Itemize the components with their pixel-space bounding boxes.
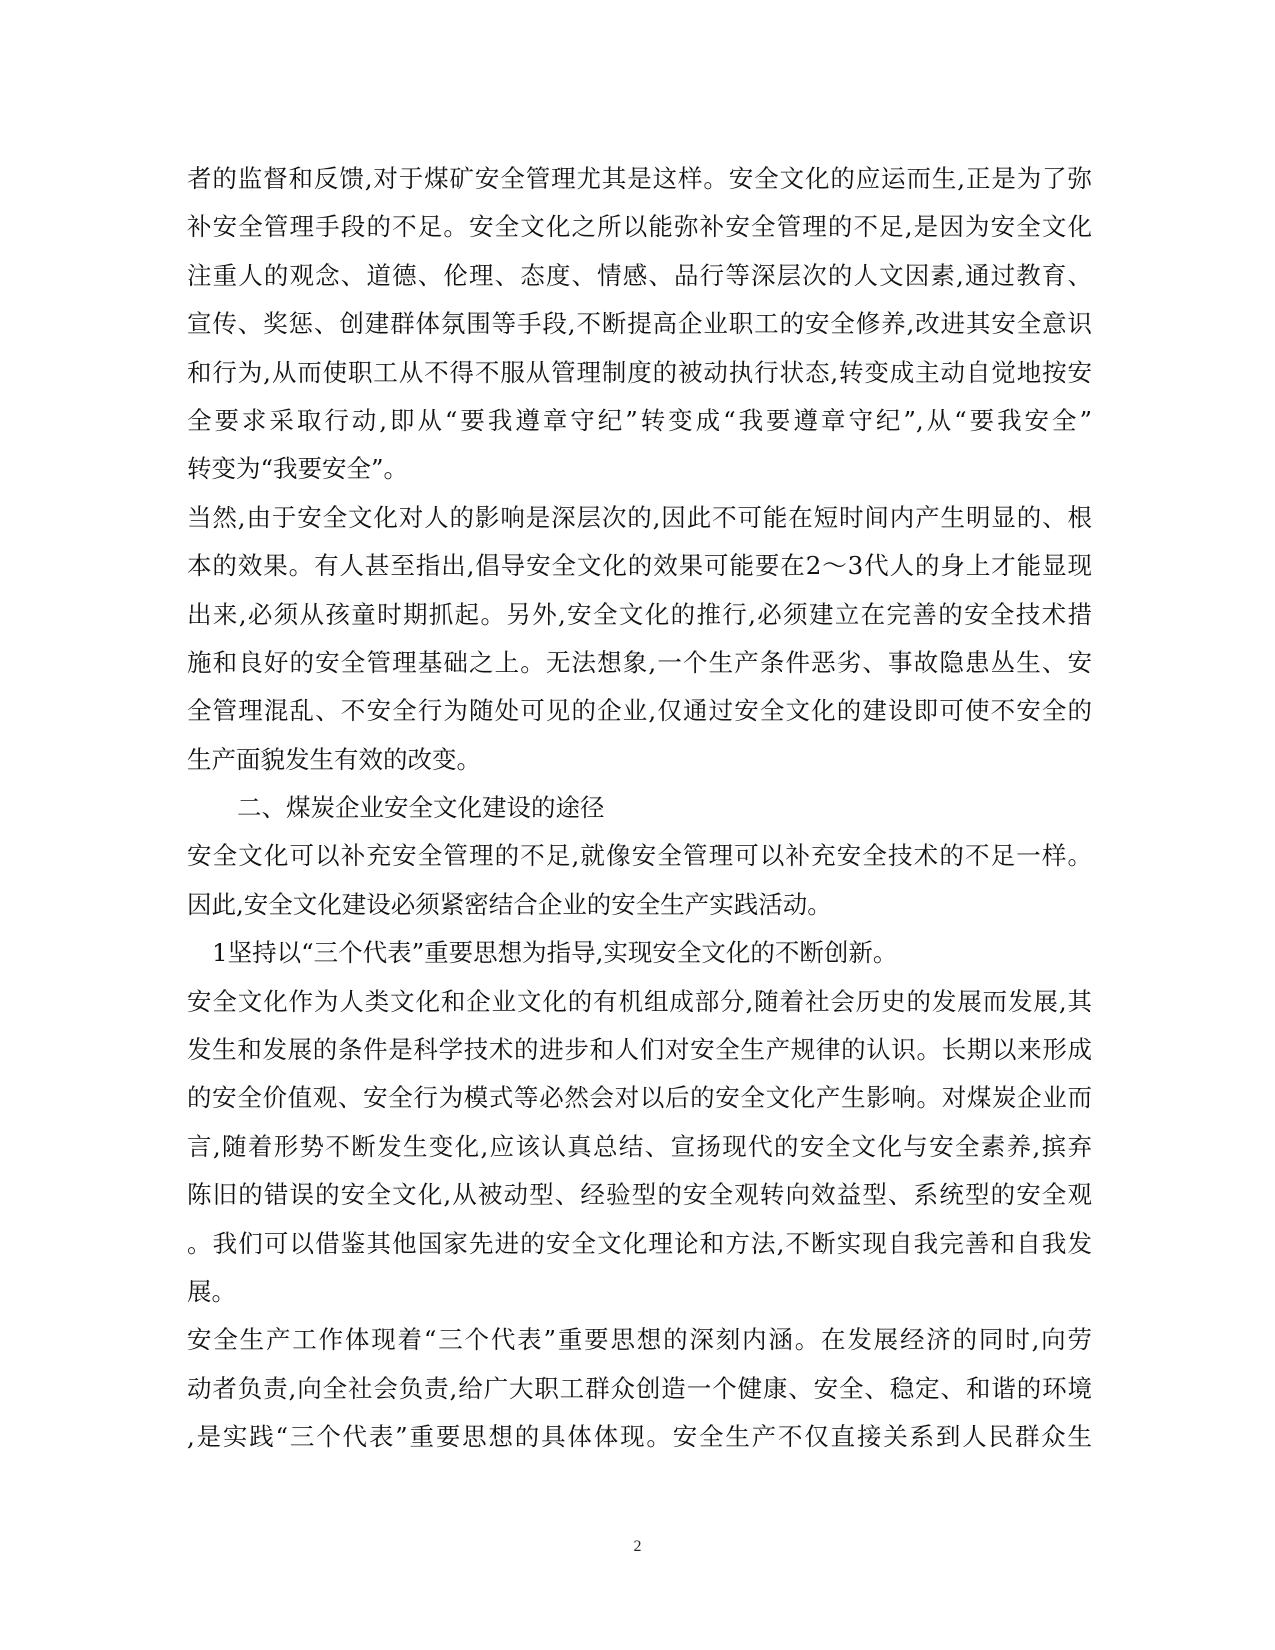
document-body bbox=[187, 155, 1092, 1462]
body-text-line: 安全生产工作体现着“三个代表”重要思想的深刻内涵。在发展经济的同时,向劳 bbox=[187, 1325, 1092, 1355]
body-text-line: 注重人的观念、道德、伦理、态度、情感、品行等深层次的人文因素,通过教育、 bbox=[187, 260, 1092, 290]
body-text-line: 施和良好的安全管理基础之上。无法想象,一个生产条件恶劣、事故隐患丛生、安 bbox=[187, 647, 1092, 677]
body-text-line: 展。 bbox=[187, 1276, 236, 1306]
body-text-line: 者的监督和反馈,对于煤矿安全管理尤其是这样。安全文化的应运而生,正是为了弥 bbox=[187, 164, 1092, 193]
body-text-line: 出来,必须从孩童时期抓起。另外,安全文化的推行,必须建立在完善的安全技术措 bbox=[187, 599, 1092, 629]
section-heading: 二、煤炭企业安全文化建设的途径 bbox=[237, 793, 605, 823]
body-text-line: 补安全管理手段的不足。安全文化之所以能弥补安全管理的不足,是因为安全文化 bbox=[187, 212, 1092, 242]
body-text-line: 安全文化作为人类文化和企业文化的有机组成部分,随着社会历史的发展而发展,其 bbox=[187, 986, 1092, 1016]
body-text-line: 全要求采取行动,即从“要我遵章守纪”转变成“我要遵章守纪”,从“要我安全” bbox=[187, 405, 1092, 435]
body-text-line: 动者负责,向全社会负责,给广大职工群众创造一个健康、安全、稳定、和谐的环境 bbox=[187, 1373, 1092, 1403]
body-text-line: 因此,安全文化建设必须紧密结合企业的安全生产实践活动。 bbox=[187, 889, 832, 919]
body-text-line: 发生和发展的条件是科学技术的进步和人们对安全生产规律的认识。长期以来形成 bbox=[187, 1035, 1092, 1065]
body-text-line: 和行为,从而使职工从不得不服从管理制度的被动执行状态,转变成主动自觉地按安 bbox=[187, 357, 1092, 387]
body-text-line: 陈旧的错误的安全文化,从被动型、经验型的安全观转向效益型、系统型的安全观 bbox=[187, 1180, 1092, 1210]
body-text-line: 。我们可以借鉴其他国家先进的安全文化理论和方法,不断实现自我完善和自我发 bbox=[187, 1228, 1092, 1258]
body-text-line: 宣传、奖惩、创建群体氛围等手段,不断提高企业职工的安全修养,改进其安全意识 bbox=[187, 309, 1092, 339]
body-text-line: 全管理混乱、不安全行为随处可见的企业,仅通过安全文化的建设即可使不安全的 bbox=[187, 696, 1092, 726]
page-number: 2 bbox=[633, 1538, 642, 1555]
body-text-line: 当然,由于安全文化对人的影响是深层次的,因此不可能在短时间内产生明显的、根 bbox=[187, 502, 1092, 532]
subsection-heading: 1坚持以“三个代表”重要思想为指导,实现安全文化的不断创新。 bbox=[212, 938, 898, 968]
body-text-line: 的安全价值观、安全行为模式等必然会对以后的安全文化产生影响。对煤炭企业而 bbox=[187, 1083, 1092, 1113]
body-text-line: 安全文化可以补充安全管理的不足,就像安全管理可以补充安全技术的不足一样。 bbox=[187, 841, 1092, 871]
body-text-line: ,是实践“三个代表”重要思想的具体体现。安全生产不仅直接关系到人民群众生 bbox=[187, 1422, 1092, 1452]
body-text-line: 生产面貌发生有效的改变。 bbox=[187, 744, 481, 774]
body-text-line: 言,随着形势不断发生变化,应该认真总结、宣扬现代的安全文化与安全素养,摈弃 bbox=[187, 1131, 1092, 1161]
body-text-line: 转变为“我要安全”。 bbox=[187, 454, 409, 484]
body-text-line: 本的效果。有人甚至指出,倡导安全文化的效果可能要在2～3代人的身上才能显现 bbox=[187, 551, 1092, 581]
